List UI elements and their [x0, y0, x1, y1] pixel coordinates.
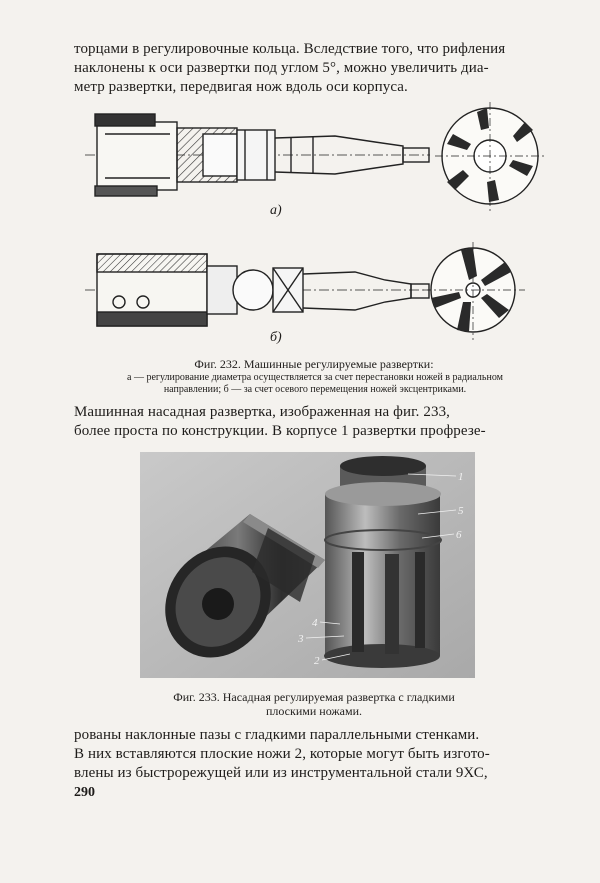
callout-5: 5: [458, 505, 464, 517]
text-line: метр развертки, передвигая нож вдоль оси корпуса.: [74, 79, 408, 95]
top-paragraph: [74, 40, 554, 97]
figure-233-photo: [140, 452, 475, 678]
figure-232a-label: а): [270, 203, 282, 218]
middle-paragraph: [74, 403, 554, 441]
page-number: 290: [74, 785, 95, 800]
text-line: наклонены к оси развертки под углом 5°, можно увеличить диа-: [74, 60, 489, 76]
note-line: направлении; б — за счет осевого перемещения ножей эксцентриками.: [163, 384, 467, 395]
text-line: влены из быстрорежущей или из инструментальной стали 9ХС,: [74, 765, 488, 781]
text-line: Машинная насадная развертка, изображенная на фиг. 233,: [74, 404, 451, 420]
callout-1: 1: [458, 471, 464, 483]
note-line: а — регулирование диаметра осуществляется за счет перестановки ножей в радиальном: [127, 372, 503, 383]
callout-3: 3: [298, 633, 304, 645]
bottom-paragraph: [74, 726, 554, 783]
figure-232a-drawing: [85, 100, 555, 225]
callout-4: 4: [312, 617, 318, 629]
text-line: более проста по конструкции. В корпусе 1 развертки профрезе-: [74, 423, 486, 439]
figure-233-caption: [74, 690, 554, 718]
caption-line: Фиг. 233. Насадная регулируемая развертка с гладкими: [173, 690, 455, 704]
callout-6: 6: [456, 529, 462, 541]
figure-232b-drawing: [85, 240, 555, 345]
caption-line: плоскими ножами.: [265, 704, 363, 718]
text-line: рованы наклонные пазы с гладкими параллельными стенками.: [74, 727, 480, 743]
figure-232-note: [76, 372, 554, 396]
text-line: В них вставляются плоские ножи 2, которые могут быть изгото-: [74, 746, 490, 762]
callout-2: 2: [314, 655, 320, 667]
figure-232b-label: б): [270, 330, 282, 345]
text-line: торцами в регулировочные кольца. Вследствие того, что рифления: [74, 41, 506, 57]
figure-232-caption: Фиг. 232. Машинные регулируемые развертки:: [194, 357, 434, 371]
